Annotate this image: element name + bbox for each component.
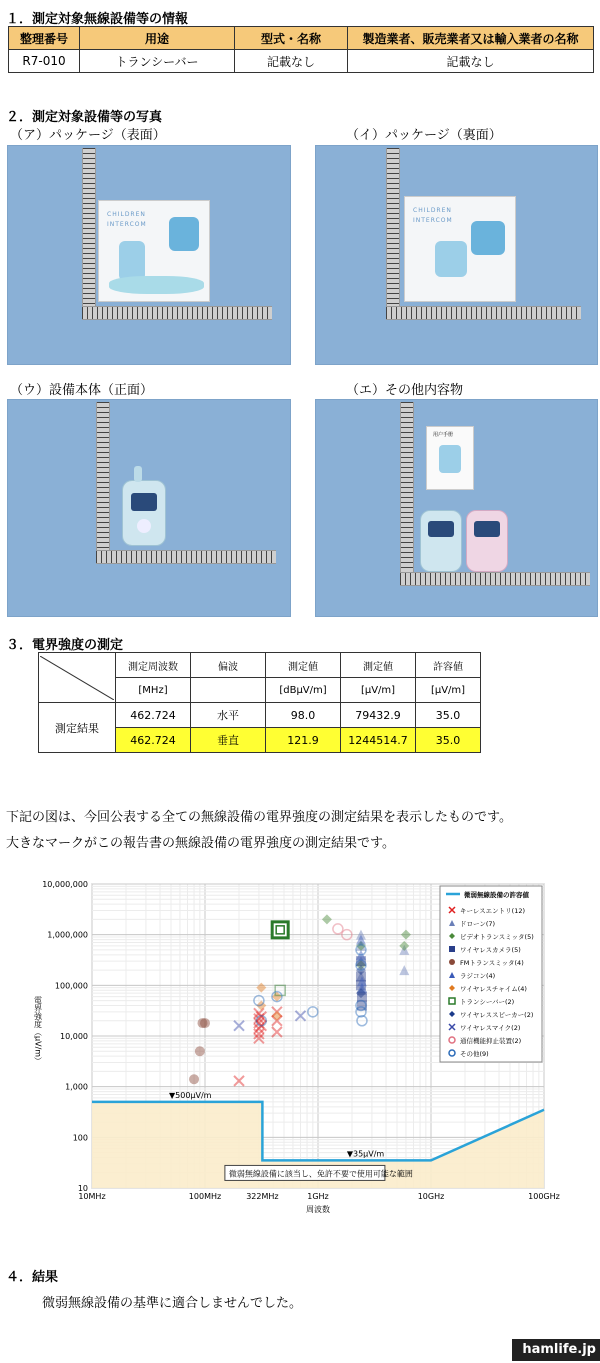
chart-legend [440, 886, 542, 1062]
x-tick-label: 10MHz [78, 1192, 106, 1201]
hamlife-watermark: hamlife.jp [512, 1339, 600, 1361]
data-point [200, 1018, 210, 1028]
walkie-talkie-body [122, 480, 166, 546]
caption-device-front: （ウ）設備本体（正面） [10, 383, 154, 398]
y-tick-label: 10,000 [60, 1032, 88, 1041]
field-strength-table [38, 652, 481, 753]
ruler-vertical [82, 148, 96, 318]
unit-measured-db: [dBμV/m] [266, 678, 341, 703]
description-line-1: 下記の図は、今回公表する全ての無線設備の電界強度の測定結果を表示したものです。 [6, 810, 512, 825]
header-usage: 用途 [80, 27, 235, 50]
ruler-horizontal [400, 572, 590, 586]
x-tick-label: 322MHz [246, 1192, 279, 1201]
chart-svg [28, 868, 576, 1224]
legend-label: キーレスエントリ(12) [460, 907, 526, 915]
row-label: 測定結果 [39, 703, 116, 753]
data-point [189, 1074, 199, 1084]
x-tick-label: 100GHz [528, 1192, 560, 1201]
cell-polarization: 水平 [191, 703, 266, 728]
unit-frequency: [MHz] [116, 678, 191, 703]
section4-title: ４．結果 [6, 1270, 59, 1285]
walkie-screen [131, 493, 157, 511]
header-measured-uv: 測定値 [341, 653, 416, 678]
corner-diagonal [40, 656, 114, 700]
walkie-screen [428, 521, 454, 537]
cell-allowed-highlight: 35.0 [416, 728, 481, 753]
legend-label: 通信機能抑止装置(2) [460, 1037, 522, 1045]
box-brand-text: CHILDREN [107, 211, 146, 218]
caption-package-front: （ア）パッケージ（表面） [10, 128, 166, 143]
legend-label: ワイヤレススピーカー(2) [460, 1011, 534, 1019]
legend-swatch [449, 959, 455, 965]
legend-swatch [449, 946, 455, 952]
result-text: 微弱無線設備の基準に適合しませんでした。 [42, 1296, 303, 1311]
ruler-vertical [386, 148, 400, 318]
walkie-antenna [134, 466, 142, 482]
walkie-screen [474, 521, 500, 537]
section3-title: ３．電界強度の測定 [6, 638, 124, 653]
legend-label: ワイヤレスチャイム(4) [460, 985, 527, 993]
cell-measured-uv-highlight: 1244514.7 [341, 728, 416, 753]
box-brand-text: CHILDREN [413, 207, 452, 214]
legend-label: トランシーバー(2) [460, 998, 515, 1006]
package-box [404, 196, 516, 302]
y-tick-label: 10,000,000 [42, 880, 88, 889]
data-point [272, 922, 288, 938]
cell-measured-db-highlight: 121.9 [266, 728, 341, 753]
ruler-horizontal [82, 306, 272, 320]
cell-model: 記載なし [235, 50, 348, 73]
legend-label: FMトランスミッタ(4) [460, 959, 524, 967]
y-tick-label: 10 [77, 1184, 88, 1193]
annotation-35: ▼35μV/m [346, 1149, 385, 1159]
ruler-horizontal [386, 306, 581, 320]
photo-device-front [7, 399, 291, 617]
y-tick-label: 100 [72, 1133, 88, 1143]
header-model: 型式・名称 [235, 27, 348, 50]
header-measured-db: 測定値 [266, 653, 341, 678]
y-tick-label: 1,000 [65, 1082, 88, 1092]
y-tick-label: 100,000 [54, 981, 88, 991]
legend-label: ワイヤレスマイク(2) [460, 1024, 521, 1032]
box-product-text: INTERCOM [413, 217, 453, 224]
legend-label: ラジコン(4) [460, 972, 496, 980]
manual-image [439, 445, 461, 473]
legend-limit-label: 微弱無線設備の許容値 [464, 891, 529, 899]
field-strength-chart [28, 868, 576, 1224]
y-axis-label: 電界強度（μV/m） [33, 996, 43, 1066]
manual-title: 用户手册 [433, 432, 454, 438]
unit-measured-uv: [μV/m] [341, 678, 416, 703]
box-walkie-image [119, 241, 145, 281]
annotation-500: ▼500μV/m [169, 1090, 212, 1100]
box-walkie-image-2 [169, 217, 199, 251]
header-polarization: 偏波 [191, 653, 266, 678]
cell-usage: トランシーバー [80, 50, 235, 73]
data-point [195, 1046, 205, 1056]
header-frequency: 測定周波数 [116, 653, 191, 678]
cell-frequency: 462.724 [116, 703, 191, 728]
x-tick-label: 100MHz [188, 1192, 222, 1201]
caption-other-contents: （エ）その他内容物 [346, 383, 464, 398]
y-tick-label: 1,000,000 [47, 930, 88, 940]
user-manual [426, 426, 474, 490]
ruler-vertical [96, 402, 110, 562]
description-line-2: 大きなマークがこの報告書の無線設備の電界強度の測定結果です。 [6, 836, 395, 851]
header-maker: 製造業者、販売業者又は輸入業者の名称 [348, 27, 594, 50]
section1-title: １．測定対象無線設備等の情報 [6, 12, 189, 27]
ruler-vertical [400, 402, 414, 582]
unit-allowed: [μV/m] [416, 678, 481, 703]
unit-polarization [191, 678, 266, 703]
cell-measured-uv: 79432.9 [341, 703, 416, 728]
legend-label: ワイヤレスカメラ(5) [460, 946, 521, 954]
cell-maker: 記載なし [348, 50, 594, 73]
device-info-table [8, 26, 594, 73]
section2-title: ２．測定対象設備等の写真 [6, 110, 163, 125]
x-tick-label: 1GHz [307, 1192, 329, 1201]
walkie-talkie-blue [420, 510, 462, 572]
legend-label: その他(9) [460, 1050, 489, 1058]
photo-package-back [315, 145, 598, 365]
cell-allowed: 35.0 [416, 703, 481, 728]
ruler-horizontal [96, 550, 276, 564]
box-product-text: INTERCOM [107, 221, 147, 228]
caption-package-back: （イ）パッケージ（裏面） [346, 128, 502, 143]
legend-label: ビデオトランスミッタ(5) [460, 933, 534, 941]
header-allowed: 許容値 [416, 653, 481, 678]
walkie-talkie-pink [466, 510, 508, 572]
annotation-region-label: 微弱無線設備に該当し、免許不要で使用可能な範囲 [228, 1169, 413, 1179]
walkie-speaker [137, 519, 151, 533]
cell-measured-db: 98.0 [266, 703, 341, 728]
x-tick-label: 10GHz [417, 1192, 445, 1201]
cell-frequency-highlight: 462.724 [116, 728, 191, 753]
box-walkie-image [435, 241, 467, 277]
header-id: 整理番号 [9, 27, 80, 50]
legend-label: ドローン(7) [460, 920, 496, 928]
x-axis-label: 周波数 [306, 1205, 330, 1214]
package-box [98, 200, 210, 302]
photo-other-contents [315, 399, 598, 617]
cell-id: R7-010 [9, 50, 80, 73]
cell-polarization-highlight: 垂直 [191, 728, 266, 753]
box-graphic [109, 276, 204, 294]
photo-package-front [7, 145, 291, 365]
corner-cell [39, 653, 116, 703]
box-walkie-image-2 [471, 221, 505, 255]
